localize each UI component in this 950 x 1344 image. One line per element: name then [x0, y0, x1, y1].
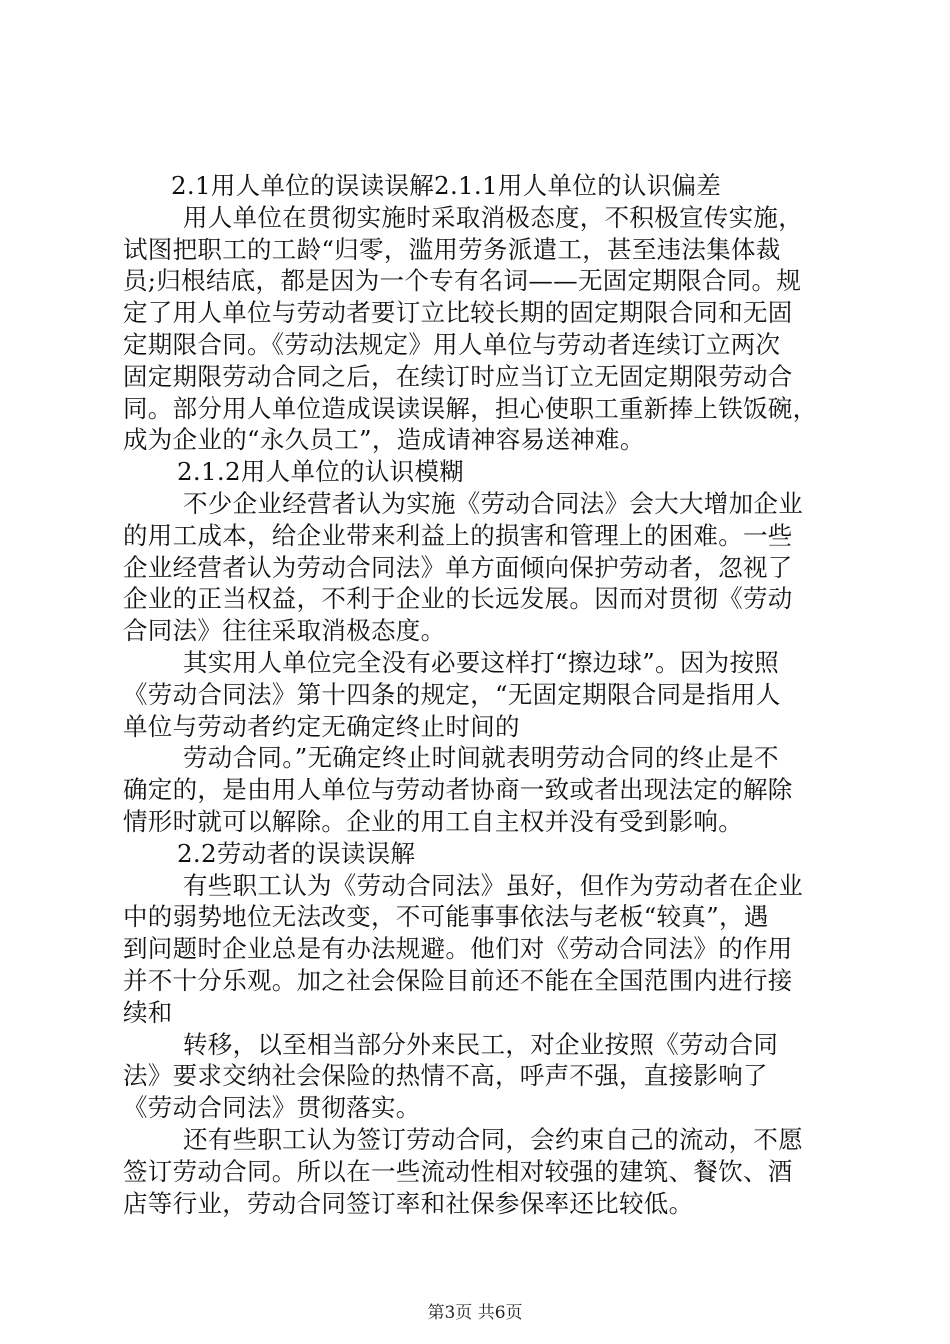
text-line: 同。部分用人单位造成误读误解，担心使职工重新捧上铁饭碗，	[123, 393, 818, 423]
text-line: 有些职工认为《劳动合同法》虽好，但作为劳动者在企业	[183, 870, 803, 900]
text-line: 确定的，是由用人单位与劳动者协商一致或者出现法定的解除	[123, 775, 793, 805]
page-footer: 第3页 共6页	[427, 1303, 523, 1323]
text-line: 定期限合同。《劳动法规定》用人单位与劳动者连续订立两次	[123, 329, 781, 359]
text-line: 成为企业的“永久员工”，造成请神容易送神难。	[123, 425, 645, 455]
text-line: 定了用人单位与劳动者要订立比较长期的固定期限合同和无固	[123, 298, 793, 328]
text-line: 还有些职工认为签订劳动合同，会约束自己的流动，不愿	[183, 1124, 803, 1154]
text-line: 的用工成本，给企业带来利益上的损害和管理上的困难。一些	[123, 520, 793, 550]
text-line: 法》要求交纳社会保险的热情不高，呼声不强，直接影响了	[123, 1061, 768, 1091]
text-line: 合同法》往往采取消极态度。	[123, 616, 446, 646]
text-line: 2.1.2用人单位的认识模糊	[177, 457, 465, 487]
text-line: 企业的正当权益，不利于企业的长远发展。因而对贯彻《劳动	[123, 584, 793, 614]
text-line: 2.1用人单位的误读误解2.1.1用人单位的认识偏差	[171, 171, 722, 200]
text-line: 签订劳动合同。所以在一些流动性相对较强的建筑、餐饮、酒	[123, 1156, 793, 1186]
text-line: 情形时就可以解除。企业的用工自主权并没有受到影响。	[123, 806, 743, 836]
text-line: 企业经营者认为劳动合同法》单方面倾向保护劳动者，忽视了	[123, 552, 793, 582]
text-line: 用人单位在贯彻实施时采取消极态度，不积极宣传实施，	[183, 202, 803, 232]
text-line: 《劳动合同法》贯彻落实。	[123, 1093, 421, 1123]
text-line: 劳动合同。”无确定终止时间就表明劳动合同的终止是不	[183, 743, 779, 773]
text-line: 转移，以至相当部分外来民工，对企业按照《劳动合同	[183, 1029, 779, 1059]
text-line: 试图把职工的工龄“归零，滥用劳务派遣工，甚至违法集体裁	[123, 234, 781, 264]
text-line: 《劳动合同法》第十四条的规定，“无固定期限合同是指用人	[123, 679, 781, 709]
text-line: 2.2劳动者的误读误解	[177, 838, 416, 868]
document-body	[123, 170, 835, 1219]
text-line: 员;归根结底，都是因为一个专有名词——无固定期限合同。规	[123, 266, 802, 296]
text-line: 固定期限劳动合同之后，在续订时应当订立无固定期限劳动合	[123, 361, 793, 391]
text-line: 其实用人单位完全没有必要这样打“擦边球”。因为按照	[183, 647, 780, 677]
text-line: 店等行业，劳动合同签订率和社保参保率还比较低。	[123, 1188, 694, 1218]
text-line: 中的弱势地位无法改变，不可能事事依法与老板“较真”，遇	[123, 902, 769, 932]
text-line: 并不十分乐观。加之社会保险目前还不能在全国范围内进行接	[123, 965, 793, 995]
text-line: 续和	[123, 997, 173, 1027]
text-line: 单位与劳动者约定无确定终止时间的	[123, 711, 520, 741]
text-line: 不少企业经营者认为实施《劳动合同法》会大大增加企业	[183, 488, 803, 518]
text-line: 到问题时企业总是有办法规避。他们对《劳动合同法》的作用	[123, 934, 793, 964]
